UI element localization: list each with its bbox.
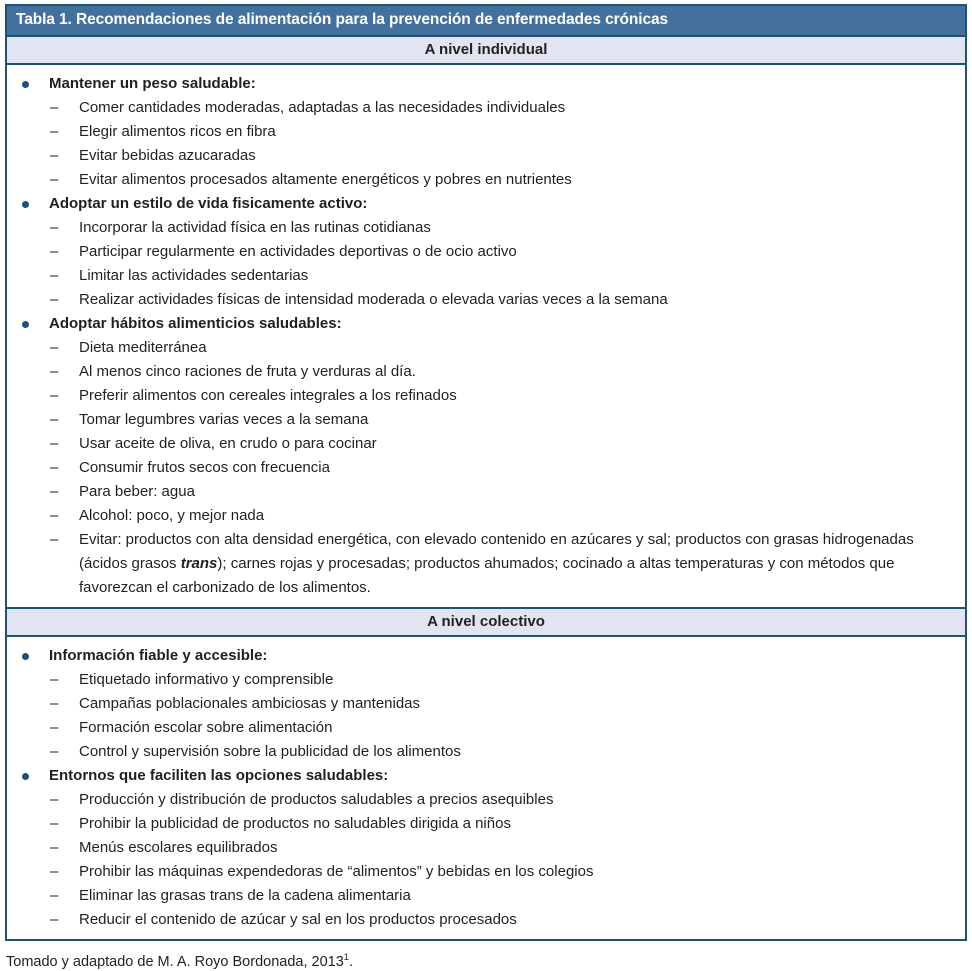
list-item — [7, 360, 959, 384]
section-heading-collective: A nivel colectivo — [7, 607, 965, 637]
list-item — [7, 812, 959, 836]
list-item — [7, 384, 959, 408]
group-heading-label: Adoptar hábitos alimenticios saludables: — [49, 314, 342, 332]
dash-icon: – — [50, 742, 59, 760]
group-item — [7, 312, 959, 600]
list-item-label: Formación escolar sobre alimentación — [79, 718, 333, 736]
list-item — [7, 120, 959, 144]
section-heading-individual: A nivel individual — [7, 37, 965, 65]
bullet-icon — [22, 81, 29, 88]
sub-list — [7, 788, 959, 932]
list-item-label: Eliminar las grasas trans de la cadena alimentaria — [79, 886, 411, 904]
section-body-collective — [7, 637, 965, 939]
dash-icon: – — [50, 410, 59, 428]
footnote-tail: . — [349, 953, 354, 970]
list-item — [7, 908, 959, 932]
list-item — [7, 740, 959, 764]
list-item — [7, 96, 959, 120]
bullet-icon — [22, 201, 29, 208]
table-title: Tabla 1. Recomendaciones de alimentación para la prevención de enfermedades crónicas — [7, 6, 965, 37]
list-item-label: Limitar las actividades sedentarias — [79, 266, 309, 284]
list-item — [7, 216, 959, 240]
list-item — [7, 860, 959, 884]
list-item-label: Control y supervisión sobre la publicidad de los alimentos — [79, 742, 461, 760]
list-item-label: Preferir alimentos con cereales integrales a los refinados — [79, 386, 457, 404]
dash-icon: – — [50, 146, 59, 164]
group-heading-label: Mantener un peso saludable: — [49, 74, 256, 92]
list-item-label: Prohibir las máquinas expendedoras de “alimentos” y bebidas en los colegios — [79, 862, 594, 880]
dash-icon: – — [50, 886, 59, 904]
group-list-collective — [7, 644, 959, 932]
list-item-label: Participar regularmente en actividades deportivas o de ocio activo — [79, 242, 517, 260]
list-item — [7, 788, 959, 812]
dash-icon: – — [50, 530, 59, 548]
list-item-label: Etiquetado informativo y comprensible — [79, 670, 334, 688]
dash-icon: – — [50, 790, 59, 808]
list-item-label: Tomar legumbres varias veces a la semana — [79, 410, 369, 428]
bullet-icon — [22, 321, 29, 328]
list-item — [7, 264, 959, 288]
sub-list — [7, 668, 959, 764]
sub-list — [7, 96, 959, 192]
list-item-label: Reducir el contenido de azúcar y sal en los productos procesados — [79, 910, 517, 928]
group-heading — [7, 192, 959, 216]
list-item-label: Consumir frutos secos con frecuencia — [79, 458, 330, 476]
dash-icon: – — [50, 290, 59, 308]
dash-icon: – — [50, 338, 59, 356]
dash-icon: – — [50, 694, 59, 712]
table-page — [0, 4, 972, 970]
dash-icon: – — [50, 718, 59, 736]
table-footnote — [6, 951, 972, 971]
list-item-long — [7, 528, 959, 600]
list-item-label: Al menos cinco raciones de fruta y verduras al día. — [79, 362, 416, 380]
list-item-label: Alcohol: poco, y mejor nada — [79, 506, 265, 524]
list-item — [7, 408, 959, 432]
list-item — [7, 432, 959, 456]
list-item-label: Comer cantidades moderadas, adaptadas a las necesidades individuales — [79, 98, 566, 116]
list-item-label: Menús escolares equilibrados — [79, 838, 278, 856]
dash-icon: – — [50, 362, 59, 380]
dash-icon: – — [50, 482, 59, 500]
group-heading — [7, 644, 959, 668]
group-item — [7, 192, 959, 312]
footnote-text: Tomado y adaptado de M. A. Royo Bordonada, 2013 — [6, 953, 344, 970]
group-heading — [7, 312, 959, 336]
sub-list — [7, 216, 959, 312]
list-item-label: Usar aceite de oliva, en crudo o para cocinar — [79, 434, 377, 452]
list-item-long-part1: Evitar: productos con alta densidad energética, con elevado contenido en azúcares y sal; productos con grasas hidrogenadas (ácidos grasos — [79, 530, 914, 572]
list-item-label: Producción y distribución de productos saludables a precios asequibles — [79, 790, 554, 808]
list-item-label: Dieta mediterránea — [79, 338, 207, 356]
list-item — [7, 668, 959, 692]
footnote-superscript: 1 — [343, 951, 350, 963]
group-heading-label: Entornos que faciliten las opciones saludables: — [49, 766, 389, 784]
dash-icon: – — [50, 434, 59, 452]
list-item-long-emphasis: trans — [180, 554, 218, 572]
dash-icon: – — [50, 242, 59, 260]
list-item — [7, 836, 959, 860]
list-item — [7, 240, 959, 264]
recommendations-table — [5, 4, 967, 941]
list-item-label: Incorporar la actividad física en las rutinas cotidianas — [79, 218, 431, 236]
list-item-label: Evitar alimentos procesados altamente energéticos y pobres en nutrientes — [79, 170, 572, 188]
list-item — [7, 480, 959, 504]
bullet-icon — [22, 773, 29, 780]
dash-icon: – — [50, 170, 59, 188]
dash-icon: – — [50, 670, 59, 688]
dash-icon: – — [50, 862, 59, 880]
list-item-label: Prohibir la publicidad de productos no saludables dirigida a niños — [79, 814, 511, 832]
list-item — [7, 144, 959, 168]
group-heading — [7, 72, 959, 96]
dash-icon: – — [50, 98, 59, 116]
dash-icon: – — [50, 506, 59, 524]
list-item — [7, 168, 959, 192]
group-item — [7, 72, 959, 192]
list-item-label: Elegir alimentos ricos en fibra — [79, 122, 276, 140]
dash-icon: – — [50, 122, 59, 140]
dash-icon: – — [50, 814, 59, 832]
list-item-label: Para beber: agua — [79, 482, 195, 500]
sub-list — [7, 336, 959, 600]
list-item — [7, 884, 959, 908]
group-list-individual — [7, 72, 959, 600]
list-item — [7, 288, 959, 312]
group-item — [7, 764, 959, 932]
list-item — [7, 456, 959, 480]
dash-icon: – — [50, 910, 59, 928]
bullet-icon — [22, 653, 29, 660]
list-item — [7, 716, 959, 740]
dash-icon: – — [50, 386, 59, 404]
list-item — [7, 692, 959, 716]
list-item-label: Campañas poblacionales ambiciosas y mantenidas — [79, 694, 421, 712]
section-body-individual — [7, 65, 965, 607]
dash-icon: – — [50, 218, 59, 236]
list-item-long-part2: ); carnes rojas y procesadas; productos ahumados; cocinado a altas temperaturas y con métodos que favorezcan el carbonizado de los alimentos. — [79, 554, 895, 596]
group-item — [7, 644, 959, 764]
group-heading-label: Adoptar un estilo de vida fisicamente activo: — [49, 194, 368, 212]
list-item — [7, 336, 959, 360]
dash-icon: – — [50, 838, 59, 856]
group-heading-label: Información fiable y accesible: — [49, 646, 268, 664]
list-item — [7, 504, 959, 528]
list-item-label: Realizar actividades físicas de intensidad moderada o elevada varias veces a la semana — [79, 290, 668, 308]
group-heading — [7, 764, 959, 788]
dash-icon: – — [50, 458, 59, 476]
dash-icon: – — [50, 266, 59, 284]
list-item-label: Evitar bebidas azucaradas — [79, 146, 256, 164]
